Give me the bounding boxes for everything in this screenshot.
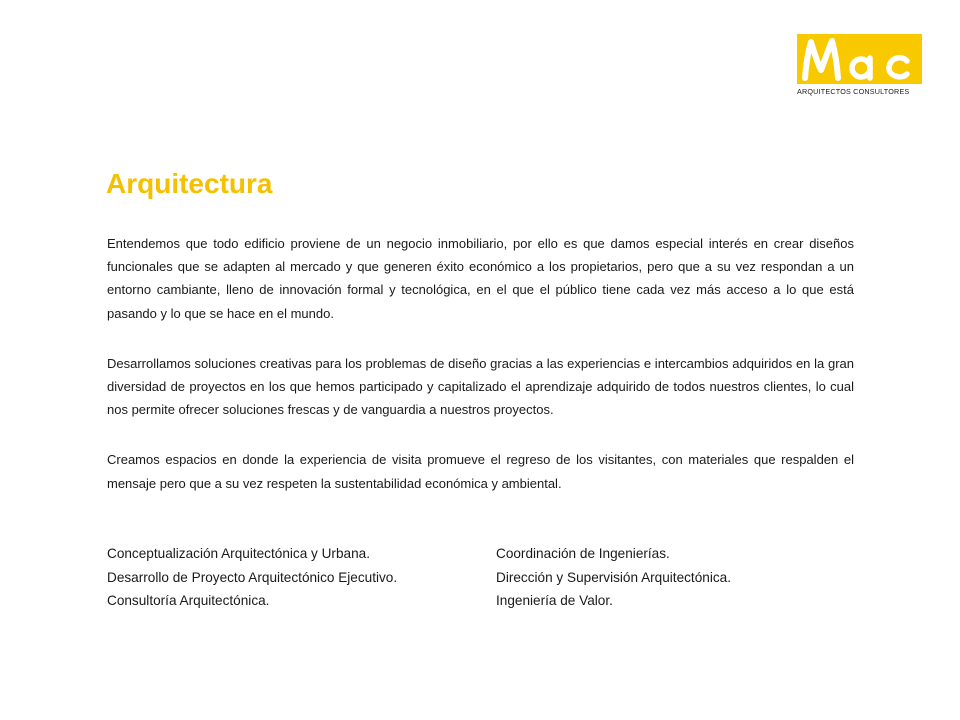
- service-item: Desarrollo de Proyecto Arquitectónico Ejecutivo.: [107, 569, 398, 585]
- service-item: Conceptualización Arquitectónica y Urbana.: [107, 546, 370, 561]
- services-column-left: [107, 542, 397, 613]
- service-item: Consultoría Arquitectónica.: [107, 593, 270, 608]
- service-item: Ingeniería de Valor.: [496, 593, 613, 608]
- company-logo: [797, 34, 927, 96]
- paragraph-spaces: Creamos espacios en donde la experiencia de visita promueve el regreso de los visitantes, con materiales que respalden el mensaje pero que a su vez respeten la sustentabilidad económica y ambiental.: [107, 452, 854, 491]
- logo-tagline: ARQUITECTOS CONSULTORES: [797, 87, 910, 96]
- services-column-right: [496, 542, 731, 613]
- service-item: Coordinación de Ingenierías.: [496, 546, 670, 561]
- page-title: Arquitectura: [106, 168, 273, 199]
- paragraph-solutions: Desarrollamos soluciones creativas para los problemas de diseño gracias a las experiencias e intercambios adquiridos en la gran diversidad de proyectos en los que hemos participado y capitalizado el aprendizaje adquirido de todos nuestros clientes, lo cual nos permite ofrecer soluciones frescas y de vanguardia a nuestros proyectos.: [107, 355, 854, 418]
- body-text: [107, 232, 854, 522]
- paragraph-intro: Entendemos que todo edificio proviene de un negocio inmobiliario, por ello es que damos especial interés en crear diseños funcionales que se adapten al mercado y que generen éxito económico a los propietarios, pero que a su vez respondan a un entorno cambiante, lleno de innovación formal y tecnológica, en el que el público tiene cada vez más acceso a lo que está pasando y lo que se hace en el mundo.: [107, 236, 854, 321]
- service-item: Dirección y Supervisión Arquitectónica.: [496, 569, 731, 585]
- logo-mac-lettering: [797, 34, 922, 84]
- logo-mark: [797, 34, 922, 84]
